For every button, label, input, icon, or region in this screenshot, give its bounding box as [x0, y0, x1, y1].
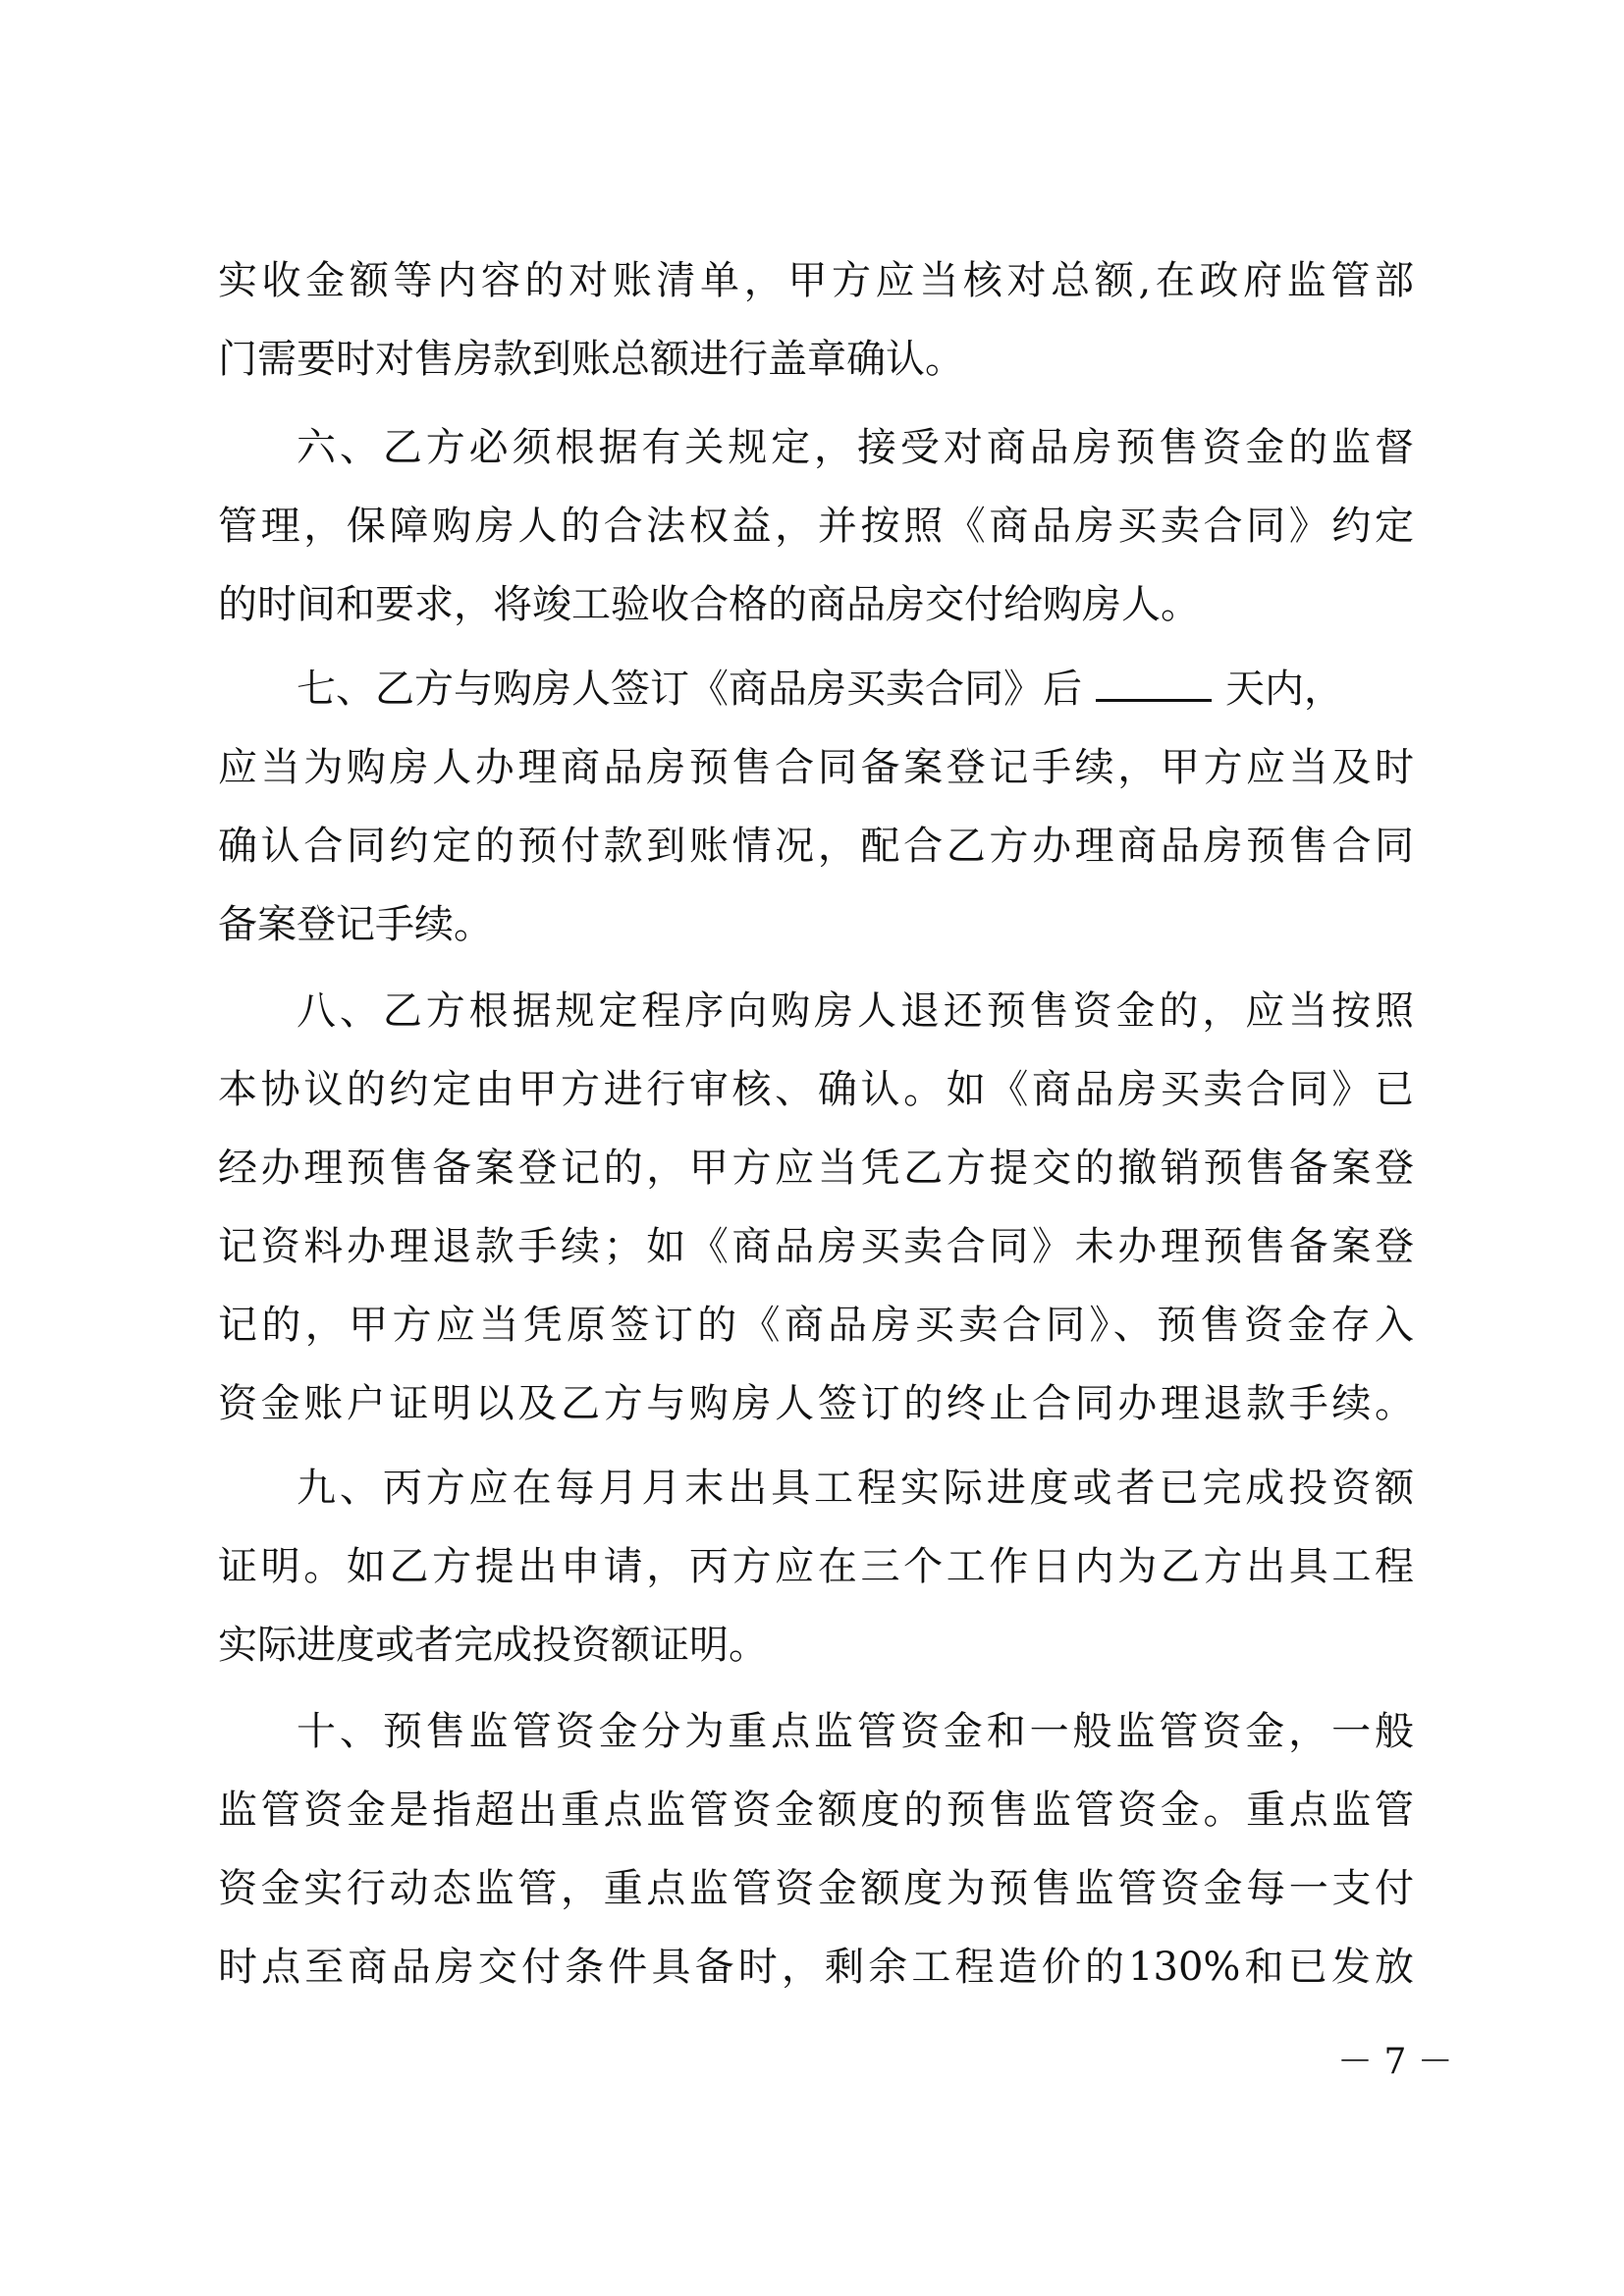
page-number: － 7 －	[1337, 2042, 1453, 2082]
text-line: 经办理预售备案登记的，甲方应当凭乙方提交的撤销预售备案登	[218, 1146, 1414, 1191]
clause-ten-line: 十、预售监管资金分为重点监管资金和一般监管资金，一般	[297, 1709, 1414, 1754]
text-line: 的时间和要求，将竣工验收合格的商品房交付给购房人。	[218, 582, 1200, 627]
text-line: 实收金额等内容的对账清单，甲方应当核对总额,在政府监管部	[218, 258, 1414, 303]
clause-nine-line: 九、丙方应在每月月末出具工程实际进度或者已完成投资额	[297, 1466, 1414, 1511]
text-line: 门需要时对售房款到账总额进行盖章确认。	[218, 337, 964, 382]
text-line: 本协议的约定由甲方进行审核、确认。如《商品房买卖合同》已	[218, 1067, 1414, 1112]
text-line: 监管资金是指超出重点监管资金额度的预售监管资金。重点监管	[218, 1788, 1414, 1833]
text-line: 应当为购房人办理商品房预售合同备案登记手续，甲方应当及时	[218, 745, 1414, 790]
text-line: 备案登记手续。	[218, 902, 493, 947]
text-line: 实际进度或者完成投资额证明。	[218, 1623, 768, 1668]
clause-seven-text-before-blank: 七、乙方与购房人签订《商品房买卖合同》后	[297, 667, 1082, 712]
clause-seven-text-after-blank: 天内，	[1225, 667, 1343, 712]
days-blank-line	[1096, 660, 1212, 702]
text-line: 资金实行动态监管，重点监管资金额度为预售监管资金每一支付	[218, 1866, 1414, 1911]
text-line: 证明。如乙方提出申请，丙方应在三个工作日内为乙方出具工程	[218, 1544, 1414, 1589]
text-line: 记的，甲方应当凭原签订的《商品房买卖合同》、预售资金存入	[218, 1303, 1414, 1348]
clause-six-line: 六、乙方必须根据有关规定，接受对商品房预售资金的监督	[297, 425, 1414, 470]
text-line: 时点至商品房交付条件具备时，剩余工程造价的130%和已发放	[218, 1945, 1414, 1990]
text-line: 资金账户证明以及乙方与购房人签订的终止合同办理退款手续。	[218, 1381, 1414, 1426]
text-line: 管理，保障购房人的合法权益，并按照《商品房买卖合同》约定	[218, 504, 1414, 549]
text-line: 确认合同约定的预付款到账情况，配合乙方办理商品房预售合同	[218, 824, 1414, 869]
clause-seven-line	[297, 660, 1414, 719]
clause-eight-line: 八、乙方根据规定程序向购房人退还预售资金的，应当按照	[297, 988, 1414, 1034]
text-line: 记资料办理退款手续；如《商品房买卖合同》未办理预售备案登	[218, 1224, 1414, 1269]
